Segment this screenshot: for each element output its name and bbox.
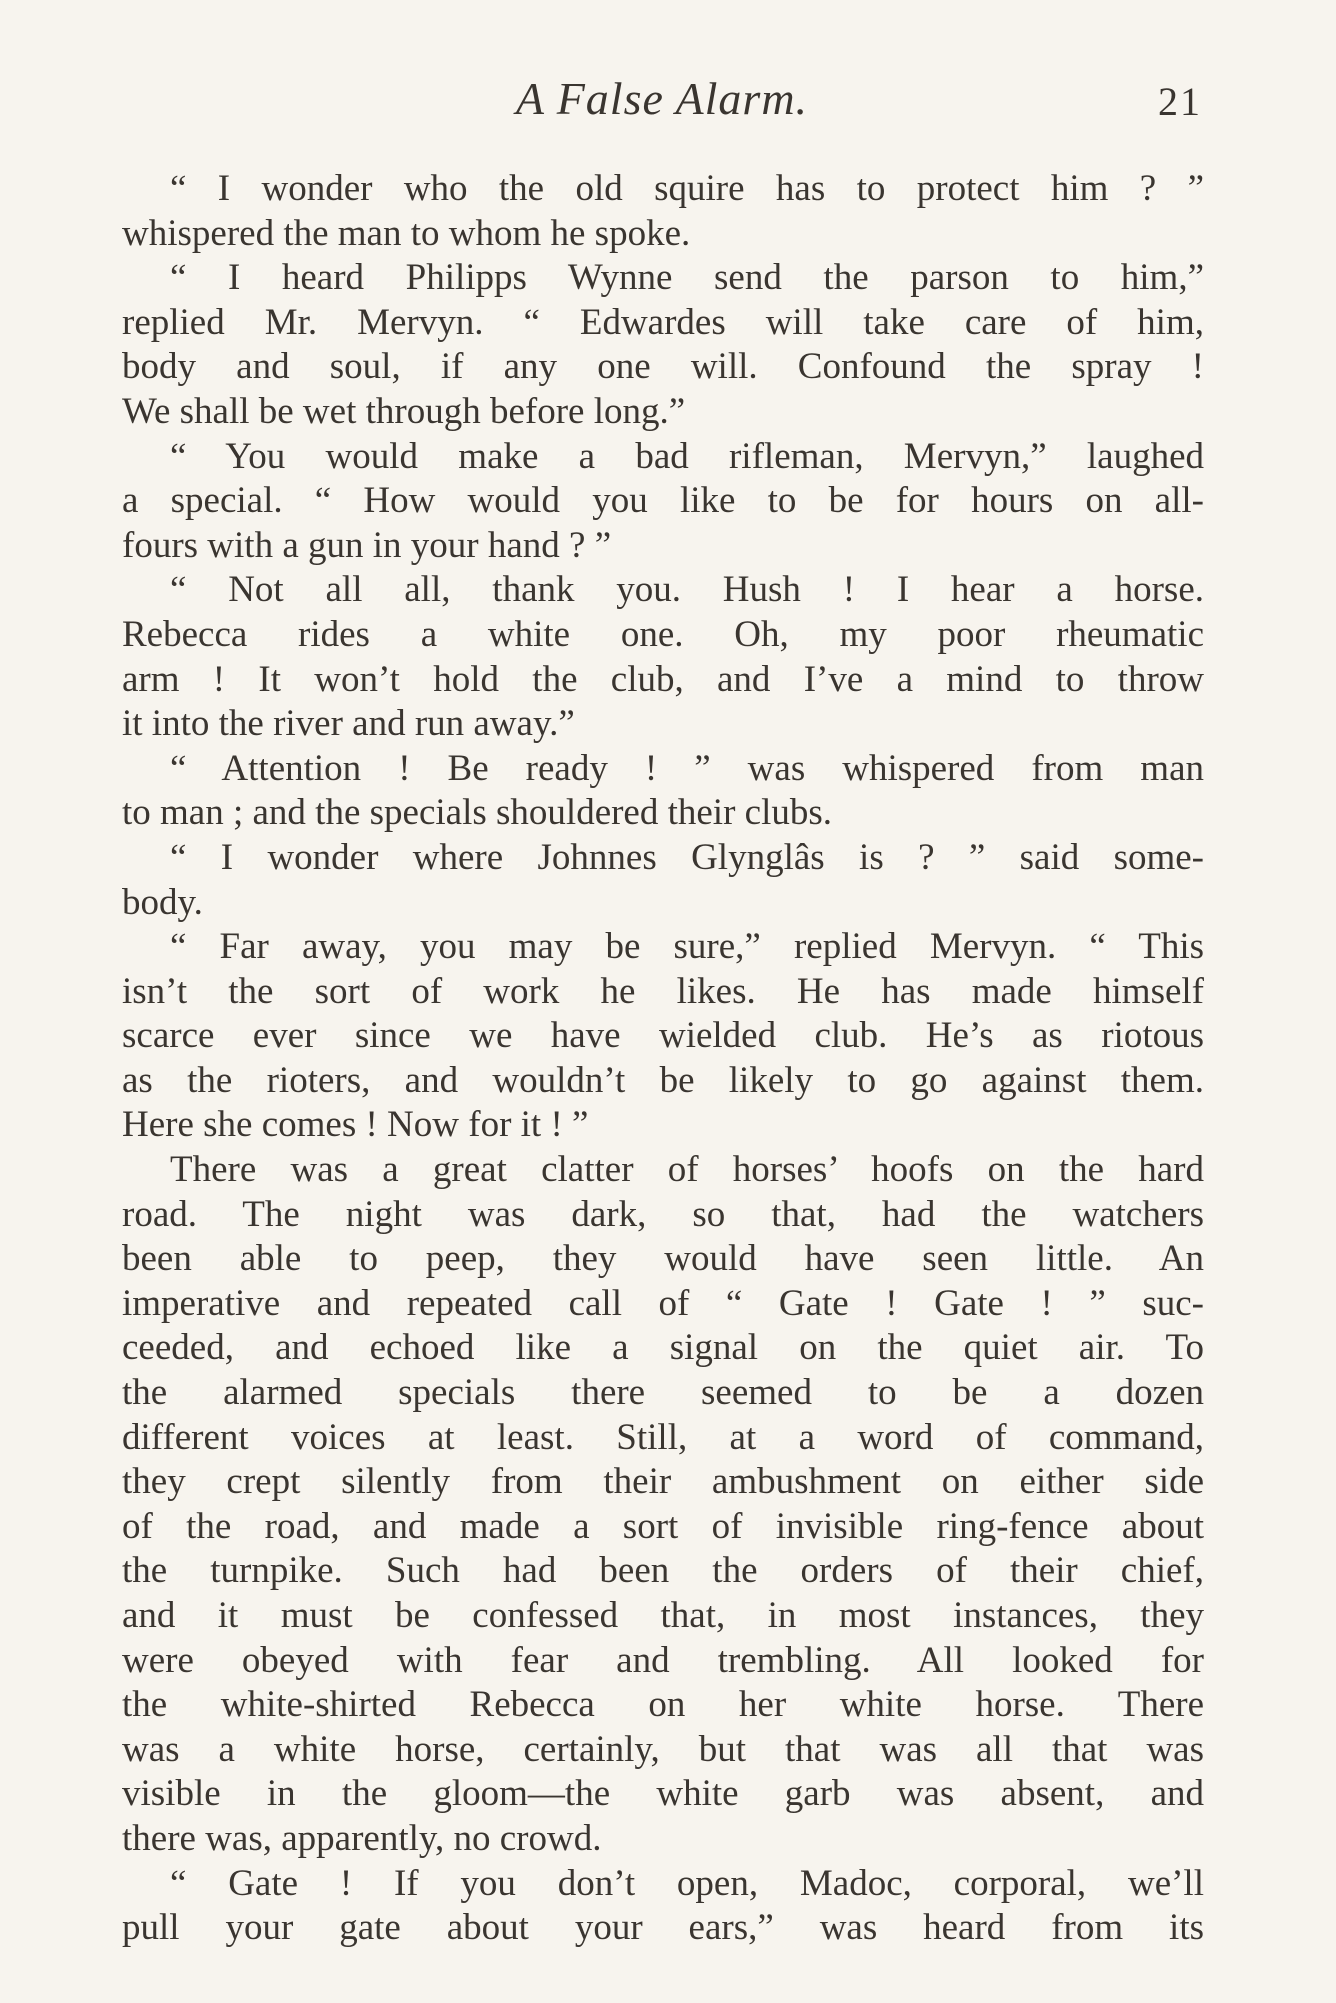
text-line: fours with a gun in your hand ? ” [122,524,612,566]
text-line: body and soul, if any one will. Confound the spray ! [122,346,1204,388]
page-number: 21 [1158,79,1202,124]
text-line: imperative and repeated call of “ Gate ! Gate ! ” suc- [122,1282,1204,1324]
text-line: visible in the gloom—the white garb was absent, and [122,1773,1204,1815]
running-title: A False Alarm. [515,73,809,124]
text-line: to man ; and the specials shouldered their clubs. [122,792,833,834]
text-line: “ I wonder where Johnnes Glynglâs is ? ” said some- [170,836,1204,878]
text-line: as the rioters, and wouldn’t be likely to go against them. [122,1059,1204,1101]
text-line: the white-shirted Rebecca on her white horse. There [122,1684,1204,1726]
text-line: road. The night was dark, so that, had the watchers [122,1193,1204,1235]
text-line: it into the river and run away.” [122,703,575,745]
text-line: were obeyed with fear and trembling. All looked for [122,1639,1204,1681]
text-line: body. [122,881,203,923]
text-line: We shall be wet through before long.” [122,390,686,432]
text-line: a special. “ How would you like to be for hours on all- [122,480,1204,522]
text-line: arm ! It won’t hold the club, and I’ve a mind to throw [122,658,1204,700]
text-line: ceeded, and echoed like a signal on the quiet air. To [122,1327,1204,1369]
text-line: “ I heard Philipps Wynne send the parson to him,” [170,257,1204,299]
text-line: been able to peep, they would have seen little. An [122,1238,1204,1280]
text-line: replied Mr. Mervyn. “ Edwardes will take care of him, [122,301,1204,343]
text-line: scarce ever since we have wielded club. He’s as riotous [122,1015,1204,1057]
text-line: was a white horse, certainly, but that was all that was [122,1728,1204,1770]
text-line: whispered the man to whom he spoke. [122,212,691,254]
text-line: “ Far away, you may be sure,” replied Mervyn. “ This [170,926,1204,968]
text-line: “ Gate ! If you don’t open, Madoc, corporal, we’ll [170,1862,1204,1904]
text-line: isn’t the sort of work he likes. He has made himself [122,970,1204,1012]
text-line: and it must be confessed that, in most instances, they [122,1595,1204,1636]
running-head [122,72,1202,132]
body-text [122,167,1204,1951]
text-line: different voices at least. Still, at a word of command, [122,1416,1204,1458]
text-line: “ I wonder who the old squire has to protect him ? ” [170,168,1204,209]
text-line: There was a great clatter of horses’ hoofs on the hard [170,1149,1204,1191]
text-line: there was, apparently, no crowd. [122,1817,602,1859]
text-line: the turnpike. Such had been the orders of their chief, [122,1550,1204,1592]
text-line: “ Attention ! Be ready ! ” was whispered from man [170,747,1204,789]
text-line: Here she comes ! Now for it ! ” [122,1104,589,1146]
text-line: “ Not all all, thank you. Hush ! I hear a horse. [170,569,1204,611]
text-line: the alarmed specials there seemed to be a dozen [122,1372,1204,1414]
text-line: of the road, and made a sort of invisible ring-fence about [122,1505,1204,1547]
text-line: Rebecca rides a white one. Oh, my poor rheumatic [122,613,1204,655]
text-line: “ You would make a bad rifleman, Mervyn,” laughed [170,435,1204,477]
text-line: they crept silently from their ambushment on either side [122,1461,1204,1503]
text-line: pull your gate about your ears,” was heard from its [122,1907,1204,1949]
